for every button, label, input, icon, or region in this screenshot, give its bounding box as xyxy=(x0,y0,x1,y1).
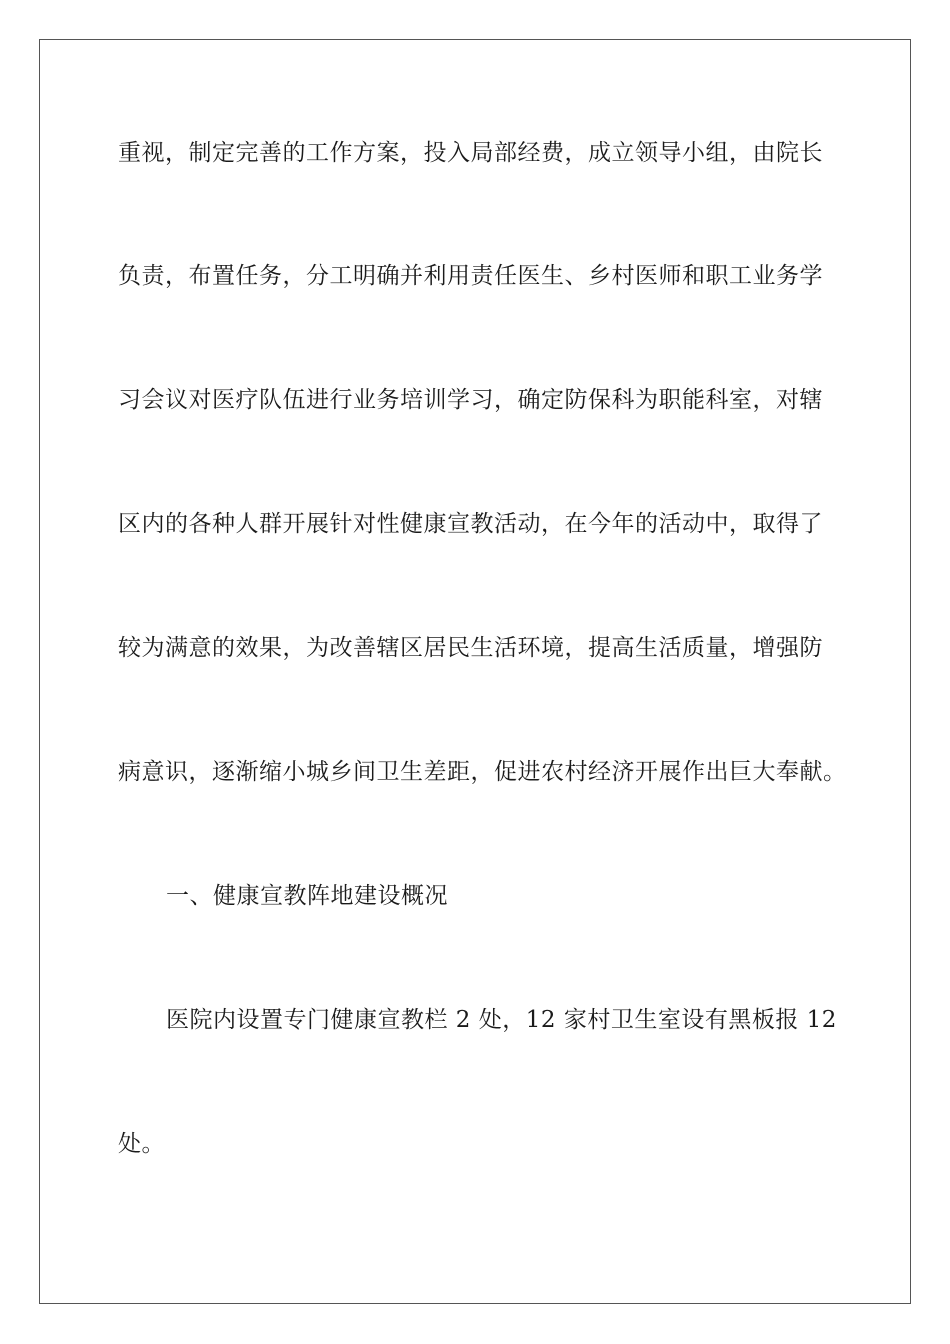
body-text-line: 习会议对医疗队伍进行业务培训学习，确定防保科为职能科室，对辖 xyxy=(118,387,823,413)
body-text-line: 病意识，逐渐缩小城乡间卫生差距，促进农村经济开展作出巨大奉献。 xyxy=(118,759,847,785)
body-text-line: 区内的各种人群开展针对性健康宣教活动，在今年的活动中，取得了 xyxy=(118,511,823,537)
page-border xyxy=(39,39,911,1304)
body-text-line: 负责，布置任务，分工明确并利用责任医生、乡村医师和职工业务学 xyxy=(118,263,823,289)
body-text-line: 处。 xyxy=(118,1131,165,1157)
section-heading: 一、健康宣教阵地建设概况 xyxy=(166,883,448,909)
body-text-line: 医院内设置专门健康宣教栏 2 处，12 家村卫生室设有黑板报 12 xyxy=(166,1007,837,1033)
body-text-line: 重视，制定完善的工作方案，投入局部经费，成立领导小组，由院长 xyxy=(118,140,823,166)
body-text-line: 较为满意的效果，为改善辖区居民生活环境，提高生活质量，增强防 xyxy=(118,635,823,661)
